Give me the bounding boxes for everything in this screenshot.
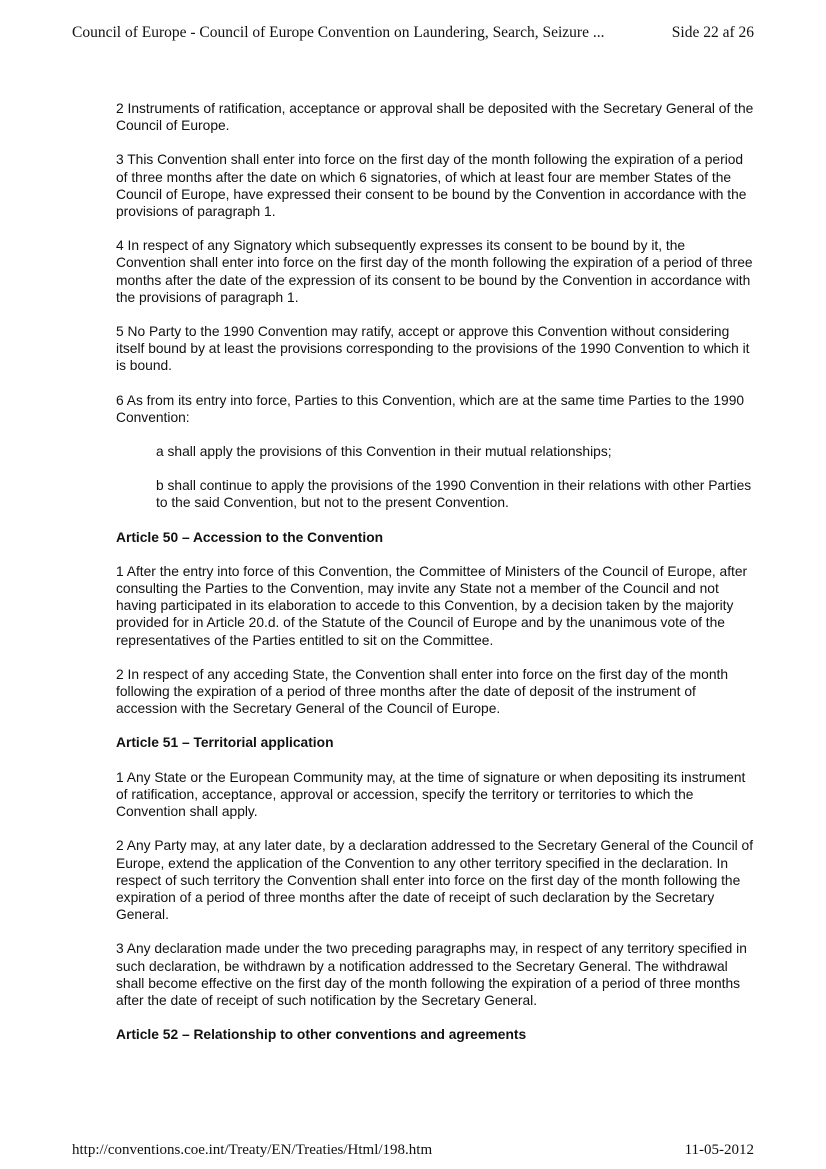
paragraph: 2 Any Party may, at any later date, by a declaration addressed to the Secretary General of the Council of Europe, extend the application of the Convention to any other territory specified in the declaration. In respect of such territory the Convention shall enter into force on the first day of the month following the expiration of a period of three months after the date of receipt of such declaration by the Secretary General.: [116, 838, 754, 923]
paragraph: 4 In respect of any Signatory which subsequently expresses its consent to be bound by it, the Convention shall enter into force on the first day of the month following the expiration of a period of three months after the date of the expression of its consent to be bound by the Convention in accordance with the provisions of paragraph 1.: [116, 238, 753, 305]
sub-paragraph: b shall continue to apply the provisions of the 1990 Convention in their relations with other Parties to the said Convention, but not to the present Convention.: [156, 478, 752, 511]
print-date: 11-05-2012: [684, 1142, 754, 1158]
sub-paragraph: a shall apply the provisions of this Convention in their mutual relationships;: [156, 444, 612, 460]
paragraph: 2 Instruments of ratification, acceptance or approval shall be deposited with the Secretary General of the Council of Europe.: [116, 101, 754, 134]
paragraph: 5 No Party to the 1990 Convention may ratify, accept or approve this Convention without considering itself bound by at least the provisions corresponding to the provisions of the 1990 Convention to which it is bound.: [116, 324, 750, 374]
page-header: [72, 24, 762, 42]
source-url: http://conventions.coe.int/Treaty/EN/Treaties/Html/198.htm: [72, 1142, 433, 1158]
paragraph: 2 In respect of any acceding State, the Convention shall enter into force on the first day of the month following the expiration of a period of three months after the date of deposit of the instrument of accession with the Secretary General of the Council of Europe.: [116, 666, 729, 717]
document-title: Council of Europe - Council of Europe Convention on Laundering, Search, Seizure ...: [72, 24, 605, 41]
document-body: [116, 100, 758, 1060]
paragraph: 3 This Convention shall enter into force on the first day of the month following the expiration of a period of three months after the date on which 6 signatories, of which at least four are member States of the Council of Europe, have expressed their consent to be bound by the Convention in accordance with the provisions of paragraph 1.: [116, 152, 747, 220]
paragraph: 1 Any State or the European Community may, at the time of signature or when depositing its instrument of ratification, acceptance, approval or accession, specify the territory or territories to which the Convention shall apply.: [116, 769, 746, 820]
paragraph: 6 As from its entry into force, Parties to this Convention, which are at the same time Parties to the 1990 Convention:: [116, 392, 745, 425]
page-number: Side 22 af 26: [671, 24, 754, 41]
article-heading: Article 52 – Relationship to other conventions and agreements: [116, 1027, 527, 1043]
paragraph: 1 After the entry into force of this Convention, the Committee of Ministers of the Council of Europe, after consulting the Parties to the Convention, may invite any State not a member of the Council and not having participated in its elaboration to accede to this Convention, by a decision taken by the majority provided for in Article 20.d. of the Statute of the Council of Europe and by the unanimous vote of the representatives of the Parties entitled to sit on the Committee.: [116, 563, 748, 648]
paragraph: 3 Any declaration made under the two preceding paragraphs may, in respect of any territory specified in such declaration, be withdrawn by a notification addressed to the Secretary General. The withdrawal shall become effective on the first day of the month following the expiration of a period of three months after the date of receipt of such notification by the Secretary General.: [116, 941, 747, 1008]
article-heading: Article 50 – Accession to the Convention: [116, 529, 384, 545]
article-heading: Article 51 – Territorial application: [116, 735, 334, 751]
